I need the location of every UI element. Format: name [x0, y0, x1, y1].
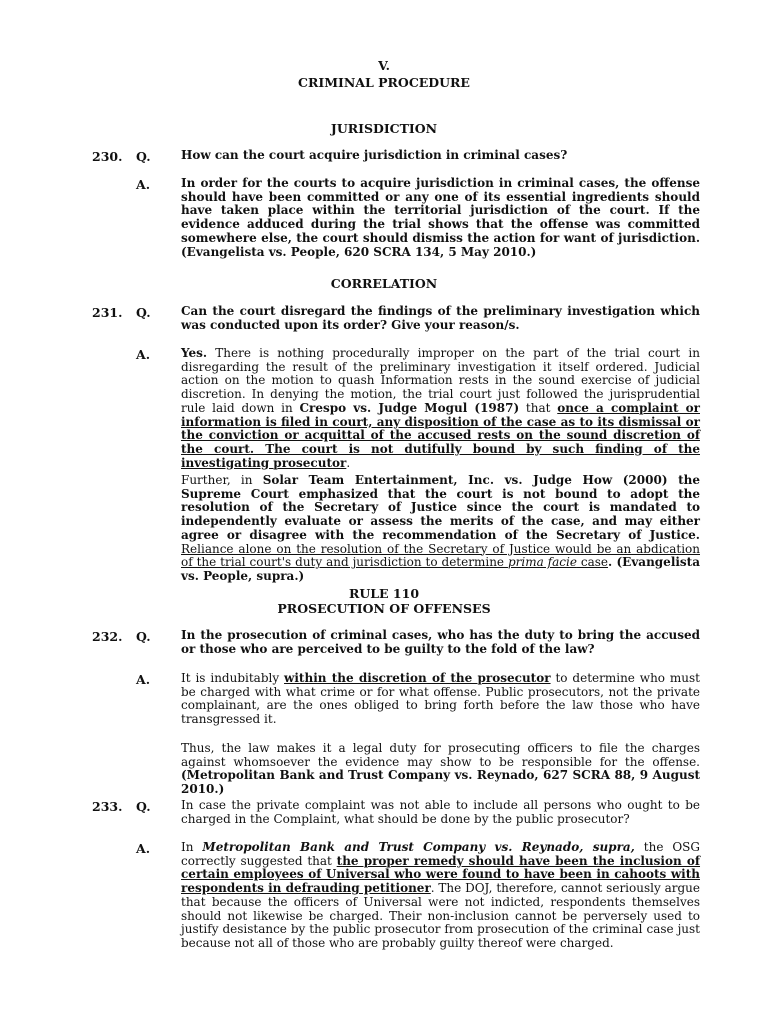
item-number: 231.: [92, 305, 123, 320]
answer-label: A.: [136, 672, 151, 687]
underlined-rule: within the discretion of the prosecutor: [284, 671, 551, 685]
question-text: How can the court acquire jurisdiction in criminal cases?: [181, 148, 568, 162]
answer-paragraph: Thus, the law makes it a legal duty for prosecuting officers to file the charges against whomsoever the evidence may show to be responsible for the offense. (Metropolitan Bank and Trust Company vs. Reynado, 627 SCRA 88, 9 August 2010.): [181, 741, 700, 797]
question-label: Q.: [136, 629, 151, 644]
question-text: In the prosecution of criminal cases, who has the duty to bring the accused or those who are perceived to be guilty to the fold of the law?: [181, 628, 700, 656]
answer-paragraph: Further, in Solar Team Entertainment, Inc. vs. Judge How (2000) the Supreme Court emphasized that the court is not bound to adopt the resolution of the Secretary of Justice since the court is mandated to independently evaluate or assess the merits of the case, and may either agree or disagree with the recommendation of the Secretary of Justice. Reliance alone on the resolution of the Secretary of Justice would be an abdication of the trial court's duty and jurisdiction to determine prima facie case. (Evangelista vs. People, supra.): [181, 473, 701, 583]
answer-paragraph: It is indubitably within the discretion of the prosecutor to determine who must be charged with what crime or for what offense. Public prosecutors, not the private complainant, are the ones obliged to bring forth before the law those who have transgressed it.: [181, 671, 701, 727]
answer-paragraph: Yes. There is nothing procedurally improper on the part of the trial court in disregarding the result of the preliminary investigation it itself ordered. Judicial action on the motion to quash Information rests in the sound exercise of judicial discretion. In denying the motion, the trial court just followed the jurisprudential rule laid down in Crespo vs. Judge Mogul (1987) that once a complaint or information is filed in court, any disposition of the case as to its dismissal or the conviction or acquittal of the accused rests on the sound discretion of the court. The court is not dutifully bound by such finding of the investigating prosecutor.: [181, 346, 700, 470]
item-number: 232.: [92, 629, 123, 644]
chapter-number: V.: [378, 58, 390, 73]
question-text: In case the private complaint was not able to include all persons who ought to be charged in the Complaint, what should be done by the public prosecutor?: [181, 798, 700, 826]
chapter-title: CRIMINAL PROCEDURE: [298, 75, 470, 90]
question-label: Q.: [136, 149, 151, 164]
case-citation: Solar Team Entertainment, Inc. vs. Judge How (2000): [262, 473, 668, 487]
item-number: 230.: [92, 149, 123, 164]
case-citation: Metropolitan Bank and Trust Company vs. Reynado, supra,: [202, 840, 635, 854]
underlined-rule: Reliance alone on the resolution of the Secretary of Justice would be an abdication of the trial court's duty and jurisdiction to determine: [181, 541, 700, 570]
answer-text: In order for the courts to acquire jurisdiction in criminal cases, the offense should have been committed or any one of its essential ingredients should have taken place within the territorial jurisdiction of the court. If the evidence adduced during the trial shows that the offense was committed somewhere else, the court should dismiss the action for want of jurisdiction. (Evangelista vs. People, 620 SCRA 134, 5 May 2010.): [181, 176, 700, 259]
question-label: Q.: [136, 799, 151, 814]
answer-label: A.: [136, 177, 151, 192]
answer-paragraph: In Metropolitan Bank and Trust Company vs. Reynado, supra, the OSG correctly suggested that the proper remedy should have been the inclusion of certain employees of Universal who were found to have been in cahoots with respondents in defrauding petitioner. The DOJ, therefore, cannot seriously argue that because the officers of Universal were not indicted, respondents themselves should not likewise be charged. Their non-inclusion cannot be perversely used to justify desistance by the public prosecutor from prosecution of the criminal case just because not all of those who are probably guilty thereof were charged.: [181, 840, 701, 950]
answer-yes: Yes.: [181, 346, 208, 360]
question-label: Q.: [136, 305, 151, 320]
item-number: 233.: [92, 799, 123, 814]
underlined-rule: once a complaint or information is filed in court, any disposition of the case as to its dismissal or the conviction or acquittal of the accused rests on the sound discretion of the court. The court is not dutifully bound by such finding of the investigating prosecutor: [181, 400, 700, 470]
answer-label: A.: [136, 347, 151, 362]
question-text: Can the court disregard the findings of the preliminary investigation which was conducted upon its order? Give your reason/s.: [181, 304, 700, 332]
answer-label: A.: [136, 841, 151, 856]
rule-number: RULE 110: [348, 586, 420, 601]
rule-title: PROSECUTION OF OFFENSES: [277, 601, 491, 616]
case-citation: Crespo vs. Judge Mogul (1987): [299, 400, 520, 415]
underlined-rule: the proper remedy should have been the inclusion of certain employees of Universal who were found to have been in cahoots with respondents in defrauding petitioner: [181, 853, 701, 896]
case-citation: . (Evangelista vs. People, supra.): [181, 555, 701, 583]
section-heading-correlation: CORRELATION: [330, 276, 438, 291]
case-citation: (Metropolitan Bank and Trust Company vs. Reynado, 627 SCRA 88, 9 August 2010.): [181, 768, 700, 797]
section-heading-jurisdiction: JURISDICTION: [330, 121, 438, 136]
